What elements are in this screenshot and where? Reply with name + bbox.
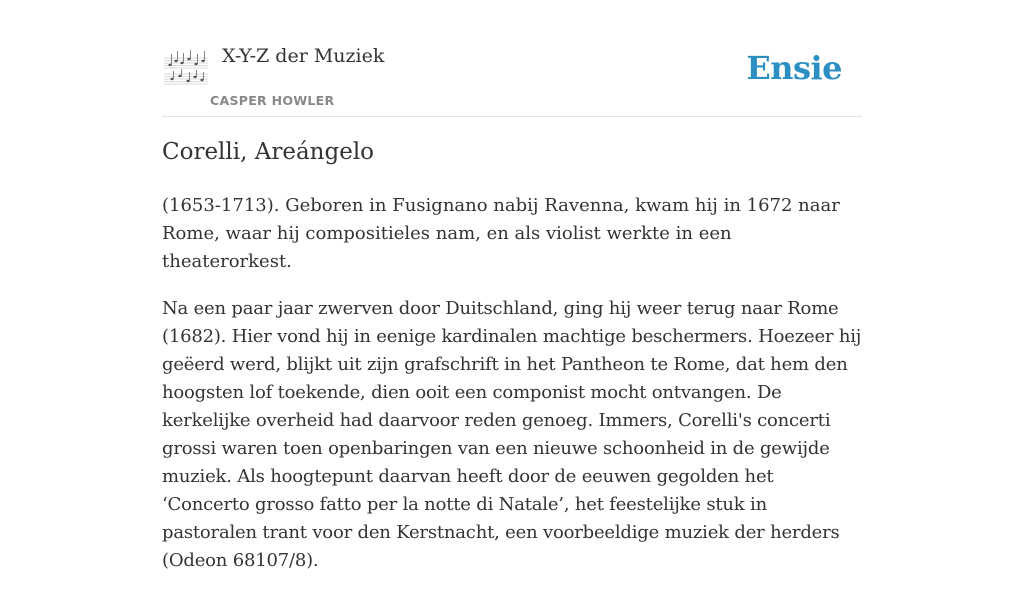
entry-paragraph: Na een paar jaar zwerven door Duitschland, ging hij weer terug naar Rome (1682). Hier vond hij in eenige kardinalen machtige beschermers. Hoezeer hij geëerd werd, blijkt uit zijn grafschrift in het Pantheon te Rome, dat hem den hoogsten lof toekende, dien ooit een componist mocht ontvangen. De kerkelijke overheid had daarvoor reden genoeg. Immers, Corelli's concerti grossi waren toen openbaringen van een nieuwe schoonheid in de gewijde muziek. Als hoogtepunt daarvan heeft door de eeuwen gegolden het ‘Concerto grosso fatto per la notte di Natale’, het feestelijke stuk in pastoralen trant voor den Kerstnacht, een voorbeeldige muziek der herders (Odeon 68107/8). <box>162 298 862 571</box>
entry-body <box>162 192 862 594</box>
author-name[interactable]: CASPER HOWLER <box>210 93 335 108</box>
entry-title: Corelli, Areángelo <box>162 139 375 165</box>
ensie-logo[interactable]: Ensie <box>746 49 842 87</box>
entry-paragraph: (1653-1713). Geboren in Fusignano nabij Ravenna, kwam hij in 1672 naar Rome, waar hij compositieles nam, en als violist werkte in een theaterorkest. <box>162 195 840 272</box>
book-thumbnail[interactable] <box>162 46 210 90</box>
header <box>162 0 862 117</box>
sheet-music-icon <box>162 46 210 90</box>
page <box>162 0 862 571</box>
book-title-link[interactable]: X-Y-Z der Muziek <box>222 45 385 67</box>
